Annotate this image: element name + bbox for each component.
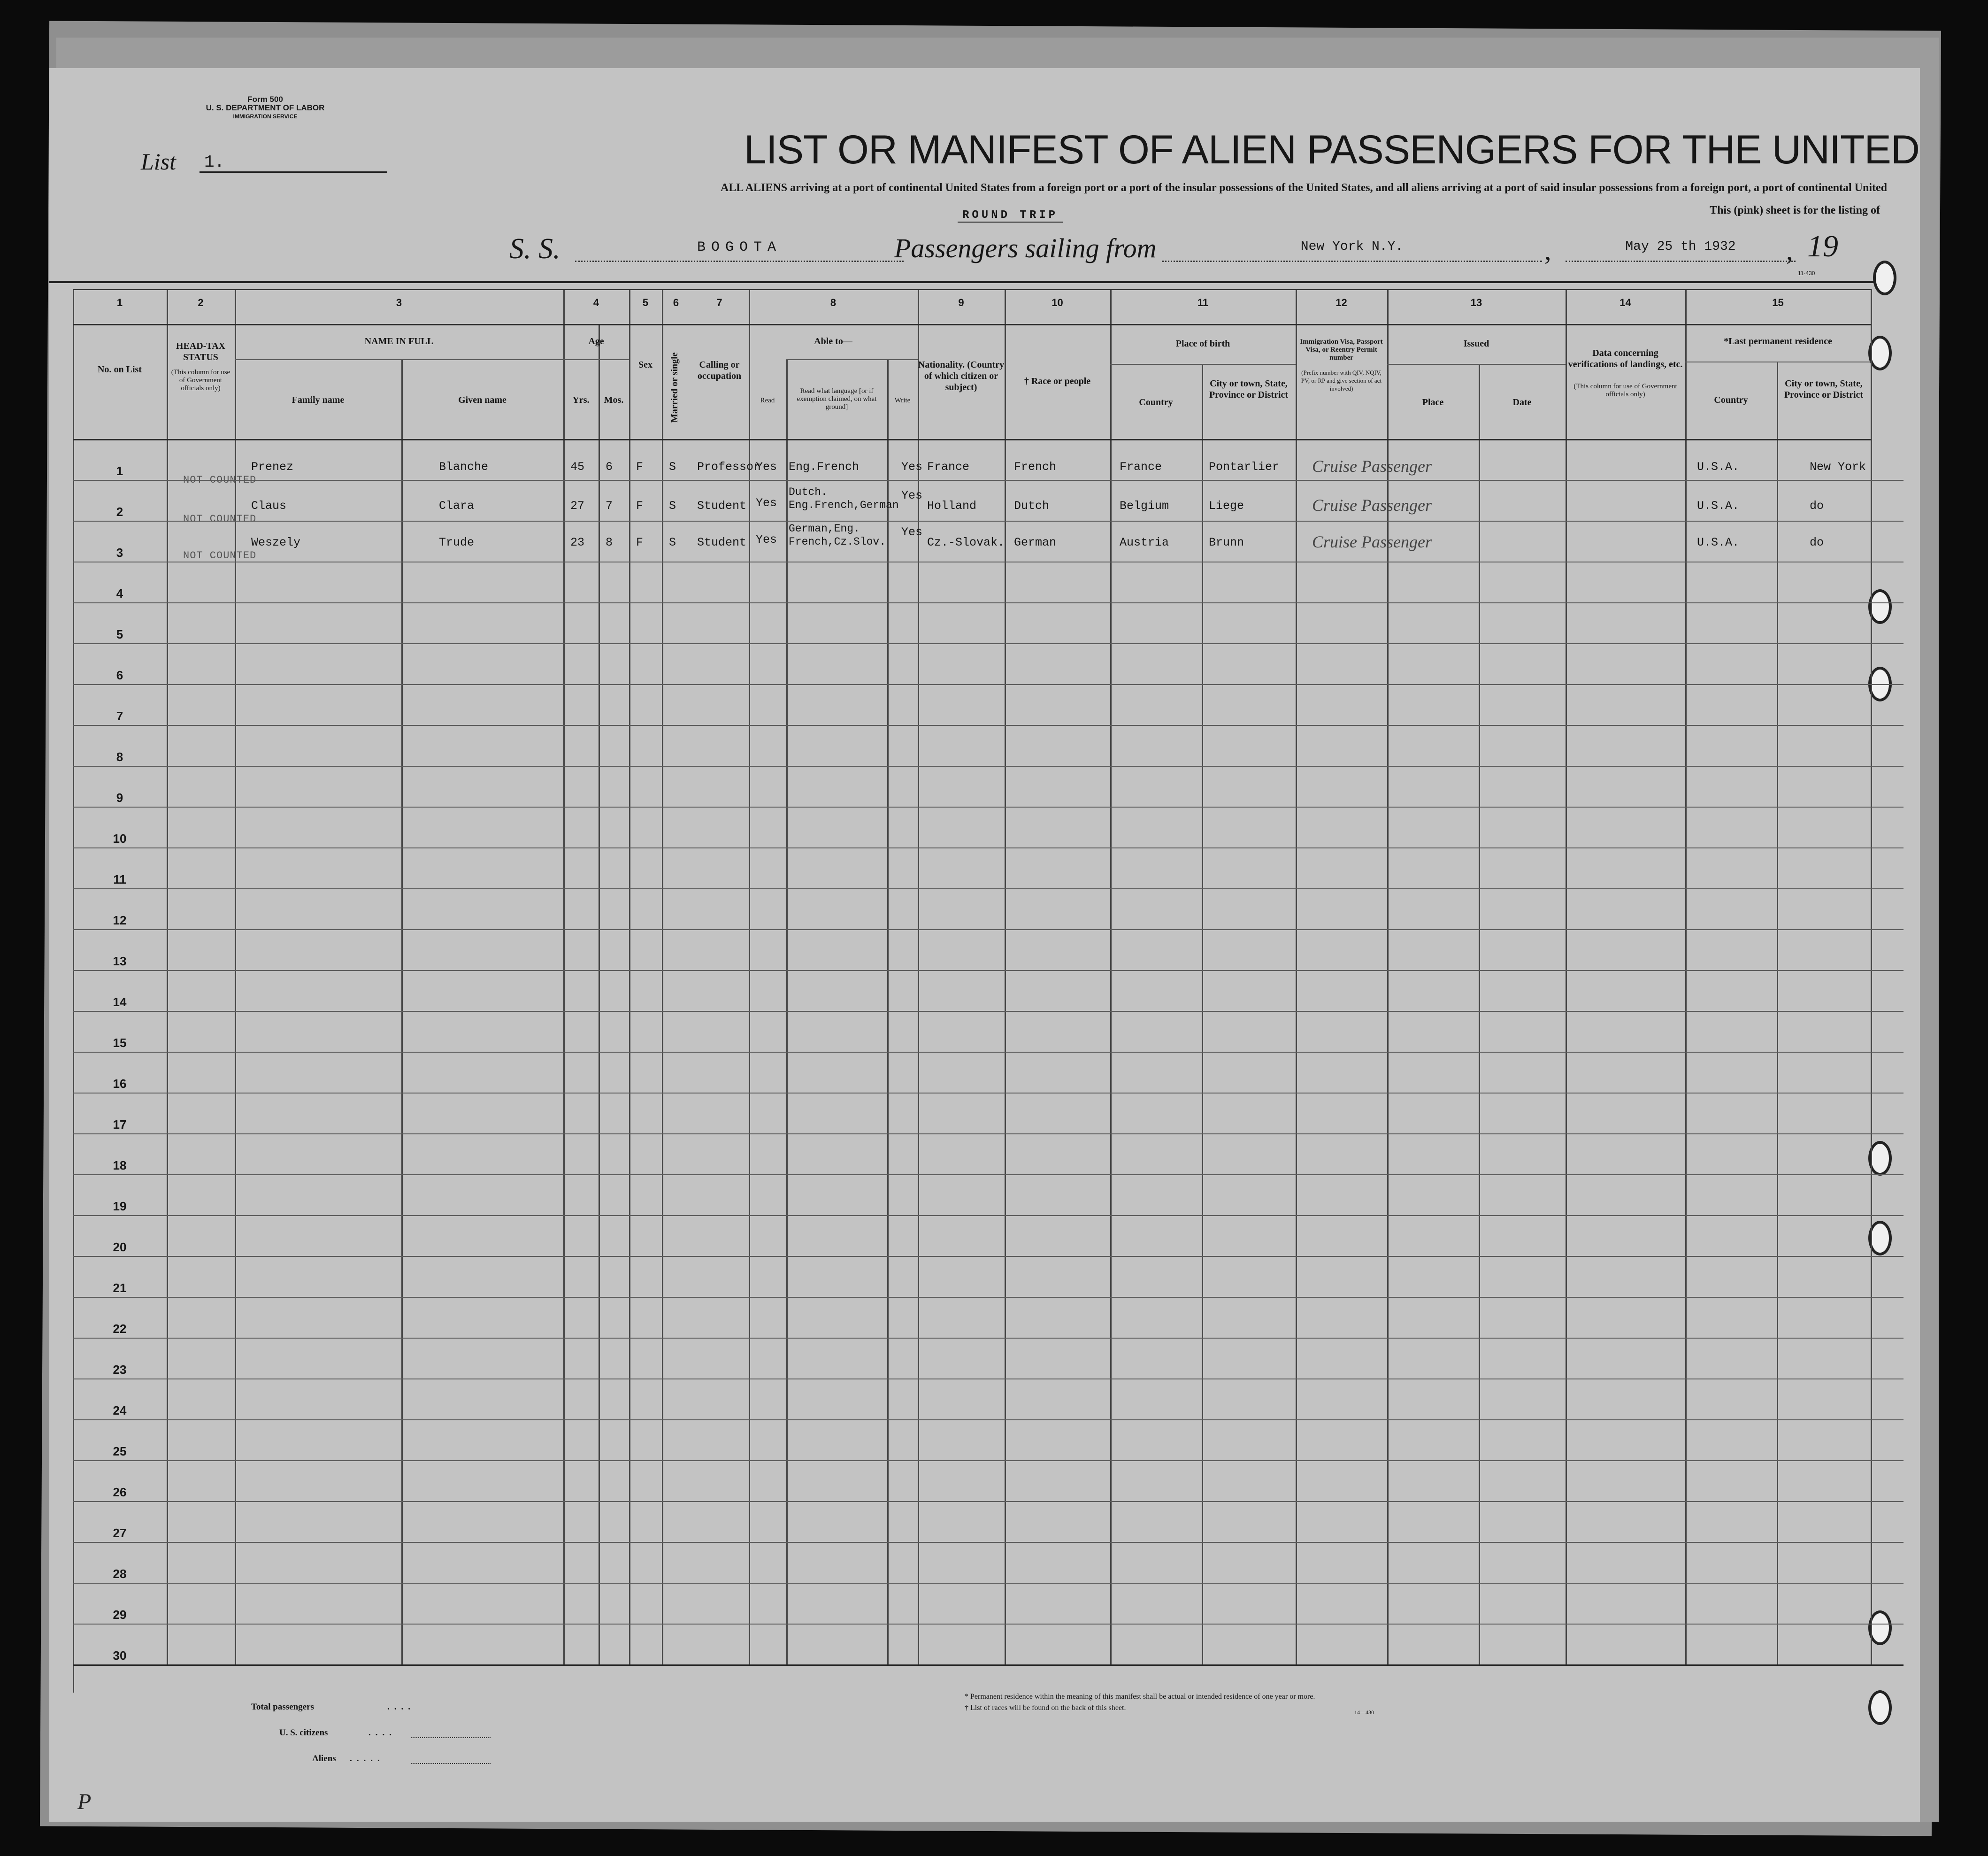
header-yrs: Yrs. xyxy=(572,395,590,405)
row-line xyxy=(73,807,1904,808)
header-issued: Issued xyxy=(1463,339,1489,349)
header-nationality: Nationality. (Country of which citizen or subject) xyxy=(918,360,1005,393)
comma: , xyxy=(1544,235,1551,266)
row-number: 24 xyxy=(113,1403,127,1417)
age-months: 7 xyxy=(606,499,613,513)
sex: F xyxy=(636,460,644,474)
age-years: 27 xyxy=(570,499,585,513)
row-number: 26 xyxy=(113,1485,127,1499)
footer-dots: .... xyxy=(387,1702,415,1712)
birth-country: Austria xyxy=(1120,536,1169,549)
col-number: 11 xyxy=(1197,297,1209,308)
row-number: 1 xyxy=(116,464,123,478)
row-number: 18 xyxy=(113,1158,127,1172)
header-head-tax: HEAD-TAX STATUS xyxy=(176,341,226,362)
visa-handwritten: Cruise Passenger xyxy=(1312,457,1432,476)
occupation: Student xyxy=(697,499,747,513)
page-title: LIST OR MANIFEST OF ALIEN PASSENGERS FOR THE UNITED xyxy=(744,127,1920,172)
col-number: 12 xyxy=(1336,297,1347,308)
marital-status: S xyxy=(669,536,676,549)
row-line xyxy=(73,1460,1904,1461)
race: Dutch xyxy=(1014,499,1050,513)
footer-aliens: Aliens xyxy=(312,1754,336,1764)
row-line xyxy=(73,1501,1904,1502)
visa-handwritten: Cruise Passenger xyxy=(1312,496,1432,515)
col-number: 14 xyxy=(1620,297,1631,308)
read-language: Eng.French xyxy=(789,460,860,474)
header-given-name: Given name xyxy=(458,395,507,405)
row-number: 12 xyxy=(113,913,127,927)
age-months: 6 xyxy=(606,460,613,474)
col-number: 10 xyxy=(1052,297,1063,308)
row-number: 13 xyxy=(113,954,127,968)
margin-mark: P xyxy=(77,1789,92,1814)
header-family-name: Family name xyxy=(292,395,345,405)
birth-city: Pontarlier xyxy=(1209,460,1280,474)
age-years: 23 xyxy=(570,536,585,549)
row-number: 23 xyxy=(113,1363,127,1377)
header-res-country: Country xyxy=(1714,395,1748,405)
marital-status: S xyxy=(669,499,676,513)
family-name: Claus xyxy=(251,499,287,513)
row-line xyxy=(73,1624,1904,1625)
row-number: 29 xyxy=(113,1608,127,1622)
header-mos: Mos. xyxy=(604,395,624,405)
service: IMMIGRATION SERVICE xyxy=(233,113,298,120)
row-line xyxy=(73,602,1904,603)
row-line xyxy=(73,1052,1904,1053)
can-write: Yes xyxy=(901,489,923,502)
row-line xyxy=(73,480,1904,481)
not-counted-stamp: NOT COUNTED xyxy=(183,474,257,486)
header-head-tax-note: (This column for use of Government officials only) xyxy=(171,369,230,392)
row-number: 11 xyxy=(113,872,126,886)
read-language: French,Cz.Slov. xyxy=(789,536,886,548)
row-number: 4 xyxy=(116,586,123,601)
row-number: 3 xyxy=(116,546,123,560)
footer-dots: .... xyxy=(368,1728,396,1738)
given-name: Clara xyxy=(439,499,475,513)
col-number: 13 xyxy=(1470,297,1482,308)
row-number: 25 xyxy=(113,1444,127,1458)
given-name: Trude xyxy=(439,536,475,549)
birth-country: Belgium xyxy=(1120,499,1169,513)
header-able-to: Able to— xyxy=(814,336,852,347)
visa-handwritten: Cruise Passenger xyxy=(1312,532,1432,551)
row-number: 6 xyxy=(116,668,123,682)
residence-country: U.S.A. xyxy=(1697,499,1740,513)
ref-code: 11-430 xyxy=(1798,270,1815,277)
row-line xyxy=(73,929,1904,930)
row-line xyxy=(73,970,1904,971)
manifest-table xyxy=(73,289,1875,1693)
row-number: 9 xyxy=(116,791,123,805)
row-number: 10 xyxy=(113,832,127,846)
row-line xyxy=(73,847,1904,848)
nationality: France xyxy=(927,460,970,474)
not-counted-stamp: NOT COUNTED xyxy=(183,550,257,562)
row-line xyxy=(73,725,1904,726)
header-verifications-note: (This column for use of Government officials only) xyxy=(1574,383,1677,398)
not-counted-stamp: NOT COUNTED xyxy=(183,513,257,525)
row-line xyxy=(73,1338,1904,1339)
birth-country: France xyxy=(1120,460,1162,474)
header-age: Age xyxy=(588,336,604,347)
sex: F xyxy=(636,536,644,549)
header-no-on-list: No. on List xyxy=(98,364,142,375)
footer-total: Total passengers xyxy=(251,1702,314,1712)
pink-sheet-note: This (pink) sheet is for the listing of xyxy=(1710,204,1880,216)
read-language-line1: Dutch. xyxy=(789,486,828,498)
footer-line xyxy=(411,1737,491,1738)
row-number: 15 xyxy=(113,1036,127,1050)
can-read: Yes xyxy=(756,533,777,547)
col-number: 5 xyxy=(642,297,649,308)
header-sex: Sex xyxy=(638,360,652,370)
department: U. S. DEPARTMENT OF LABOR xyxy=(206,103,325,112)
col-number: 1 xyxy=(116,297,123,308)
can-read: Yes xyxy=(756,496,777,510)
row-number: 16 xyxy=(113,1077,127,1091)
occupation: Professor xyxy=(697,460,761,474)
col-number: 7 xyxy=(716,297,722,308)
read-language: Eng.French,German xyxy=(789,499,899,511)
row-line xyxy=(73,888,1904,889)
row-line xyxy=(73,1419,1904,1420)
round-trip-stamp: ROUND TRIP xyxy=(958,209,1063,223)
ship-name: BOGOTA xyxy=(575,239,904,262)
row-line xyxy=(73,521,1904,522)
age-years: 45 xyxy=(570,460,585,474)
residence-city: do xyxy=(1810,499,1824,513)
can-write: Yes xyxy=(901,460,923,474)
row-number: 22 xyxy=(113,1322,127,1336)
header-res-city: City or town, State, Province or District xyxy=(1784,378,1864,400)
row-number: 20 xyxy=(113,1240,127,1254)
row-number: 19 xyxy=(113,1199,127,1213)
residence-country: U.S.A. xyxy=(1697,460,1740,474)
header-verifications: Data concerning verifications of landings, etc. xyxy=(1568,348,1683,370)
header-issued-date: Date xyxy=(1512,397,1532,408)
given-name: Blanche xyxy=(439,460,489,474)
col-number: 2 xyxy=(198,297,204,308)
row-line xyxy=(73,1256,1904,1257)
race: German xyxy=(1014,536,1057,549)
residence-city: do xyxy=(1810,536,1824,549)
row-line xyxy=(73,643,1904,644)
date-value: May 25 th 1932 xyxy=(1566,239,1796,262)
residence-country: U.S.A. xyxy=(1697,536,1740,549)
col-number: 9 xyxy=(958,297,964,308)
header-last-residence: *Last permanent residence xyxy=(1724,336,1832,347)
form-number: Form 500 xyxy=(247,95,283,104)
nationality: Holland xyxy=(927,499,977,513)
can-write: Yes xyxy=(901,525,923,539)
header-calling: Calling or occupation xyxy=(697,360,742,381)
birth-city: Liege xyxy=(1209,499,1244,513)
read-language-line1: German,Eng. xyxy=(789,523,860,535)
row-line xyxy=(73,766,1904,767)
occupation: Student xyxy=(697,536,747,549)
row-number: 21 xyxy=(113,1281,127,1295)
form-header xyxy=(190,95,340,121)
top-rule xyxy=(49,281,1880,283)
header-birth-country: Country xyxy=(1139,397,1173,408)
birth-city: Brunn xyxy=(1209,536,1244,549)
row-line xyxy=(73,1542,1904,1543)
header-name-in-full: NAME IN FULL xyxy=(364,336,434,347)
sex: F xyxy=(636,499,644,513)
list-label: List xyxy=(141,148,177,175)
residence-city: New York xyxy=(1810,460,1866,474)
family-name: Weszely xyxy=(251,536,301,549)
footnote-races: † List of races will be found on the back of this sheet. xyxy=(965,1704,1126,1712)
subtitle: ALL ALIENS arriving at a port of continental United States from a foreign port or a port of the insular possessions of the United States, and all aliens arriving at a port of said insular possessions from a foreign port, a port of continental United xyxy=(721,182,1887,194)
row-line xyxy=(73,1133,1904,1134)
family-name: Prenez xyxy=(251,460,294,474)
row-line xyxy=(73,1174,1904,1175)
row-number: 2 xyxy=(116,505,123,519)
col-number: 15 xyxy=(1772,297,1784,308)
binder-ring xyxy=(1868,1690,1892,1725)
row-line xyxy=(73,1011,1904,1012)
binder-ring xyxy=(1873,261,1896,295)
header-visa: Immigration Visa, Passport Visa, or Reentry Permit number xyxy=(1300,338,1383,362)
header-visa-note: (Prefix number with QIV, NQIV, PV, or RP and give section of act involved) xyxy=(1301,369,1382,392)
age-months: 8 xyxy=(606,536,613,549)
row-number: 14 xyxy=(113,995,127,1009)
header-married: Married or single xyxy=(669,352,680,423)
row-number: 5 xyxy=(116,627,123,641)
row-number: 30 xyxy=(113,1648,127,1663)
footer-code: 14—430 xyxy=(1354,1709,1374,1716)
row-number: 7 xyxy=(116,709,123,723)
header-read: Read xyxy=(760,397,775,404)
footer-dots: ..... xyxy=(350,1754,384,1764)
footer-line xyxy=(411,1763,491,1764)
row-line xyxy=(73,1297,1904,1298)
header-birth-city: City or town, State, Province or District xyxy=(1209,378,1289,400)
marital-status: S xyxy=(669,460,676,474)
header-issued-place: Place xyxy=(1422,397,1444,408)
comma: , xyxy=(1786,235,1793,266)
race: French xyxy=(1014,460,1057,474)
header-read-language: Read what language [or if exemption claimed, on what ground] xyxy=(797,387,877,411)
ss-label: S. S. xyxy=(509,233,560,265)
footnote-residence: * Permanent residence within the meaning of this manifest shall be actual or intended residence of one year or more. xyxy=(965,1693,1315,1701)
header-place-of-birth: Place of birth xyxy=(1175,339,1230,349)
header-race: † Race or people xyxy=(1024,376,1091,386)
col-number: 3 xyxy=(396,297,402,308)
footer-citizens: U. S. citizens xyxy=(279,1728,328,1738)
row-number: 8 xyxy=(116,750,123,764)
nationality: Cz.-Slovak. xyxy=(927,536,1005,549)
row-number: 27 xyxy=(113,1526,127,1540)
sailing-label: Passengers sailing from xyxy=(894,233,1157,263)
row-line xyxy=(73,684,1904,685)
can-read: Yes xyxy=(756,460,777,474)
row-line xyxy=(73,1093,1904,1094)
row-line xyxy=(73,1215,1904,1216)
port-value: New York N.Y. xyxy=(1162,239,1542,262)
list-value: 1. xyxy=(200,153,387,173)
row-number: 17 xyxy=(113,1117,127,1132)
year-label: 19 xyxy=(1807,229,1838,263)
manifest-sheet xyxy=(49,68,1920,1822)
col-number: 6 xyxy=(673,297,679,308)
row-line xyxy=(73,1583,1904,1584)
header-write: Write xyxy=(894,397,911,404)
col-number: 8 xyxy=(830,297,837,308)
row-number: 28 xyxy=(113,1567,127,1581)
col-number: 4 xyxy=(593,297,599,308)
